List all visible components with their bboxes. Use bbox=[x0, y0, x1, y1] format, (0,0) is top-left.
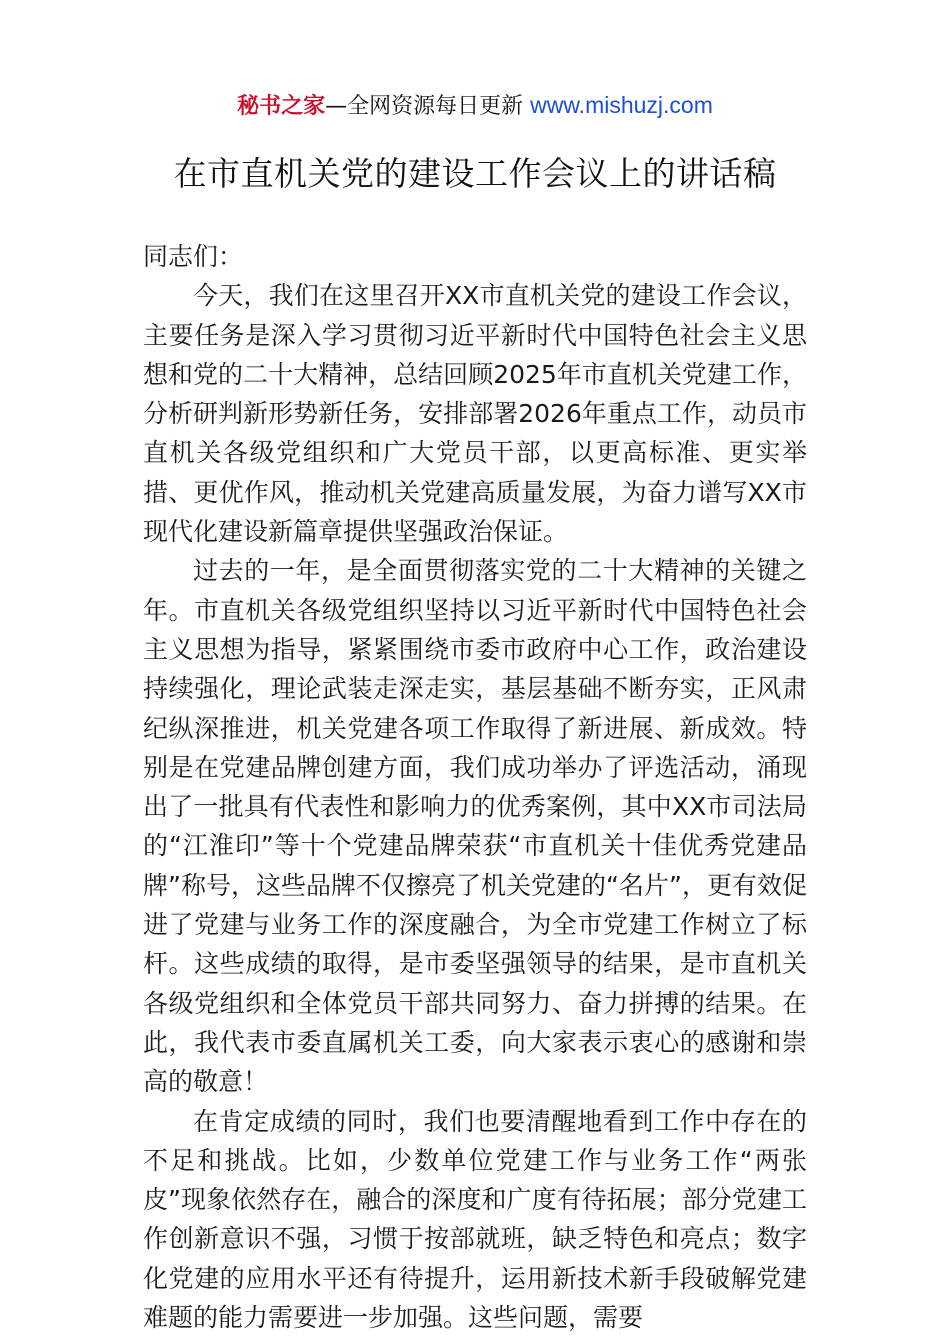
site-slogan: —全网资源每日更新 bbox=[325, 94, 524, 119]
document-title: 在市直机关党的建设工作会议上的讲话稿 bbox=[173, 154, 777, 193]
brand-name: 秘书之家 bbox=[237, 94, 326, 119]
document-body bbox=[143, 237, 807, 1337]
paragraph: 过去的一年，是全面贯彻落实党的二十大精神的关键之年。市直机关各级党组织坚持以习近平新时代中国特色社会主义思想为指导，紧紧围绕市委市政府中心工作，政治建设持续强化，理论武装走深走实，基层基础不断夯实，正风肃纪纵深推进，机关党建各项工作取得了新进展、新成效。特别是在党建品牌创建方面，我们成功举办了评选活动，涌现出了一批具有代表性和影响力的优秀案例，其中XX市司法局的“江淮印”等十个党建品牌荣获“市直机关十佳优秀党建品牌”称号，这些品牌不仅擦亮了机关党建的“名片”，更有效促进了党建与业务工作的深度融合，为全市党建工作树立了标杆。这些成绩的取得，是市委坚强领导的结果，是市直机关各级党组织和全体党员干部共同努力、奋力拼搏的结果。在此，我代表市委直属机关工委，向大家表示衷心的感谢和崇高的敬意！ bbox=[143, 556, 807, 1097]
salutation: 同志们： bbox=[143, 242, 244, 271]
site-header bbox=[0, 88, 950, 124]
site-url-link[interactable]: www.mishuzj.com bbox=[530, 92, 713, 118]
paragraph: 今天，我们在这里召开XX市直机关党的建设工作会议，主要任务是深入学习贯彻习近平新时代中国特色社会主义思想和党的二十大精神，总结回顾2025年市直机关党建工作，分析研判新形势新任务，安排部署2026年重点工作，动员市直机关各级党组织和广大党员干部，以更高标准、更实举措、更优作风，推动机关党建高质量发展，为奋力谱写XX市现代化建设新篇章提供坚强政治保证。 bbox=[143, 281, 807, 547]
paragraph: 在肯定成绩的同时，我们也要清醒地看到工作中存在的不足和挑战。比如，少数单位党建工作与业务工作“两张皮”现象依然存在，融合的深度和广度有待拓展；部分党建工作创新意识不强，习惯于按部就班，缺乏特色和亮点；数字化党建的应用水平还有待提升，运用新技术新手段破解党建难题的能力需要进一步加强。这些问题，需要 bbox=[143, 1106, 807, 1333]
